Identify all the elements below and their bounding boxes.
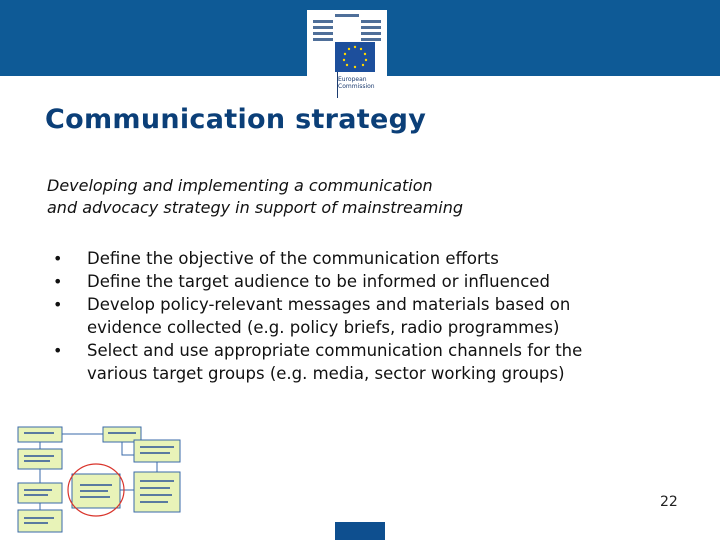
bullet-text: • Develop policy-relevant messages and materials based on xyxy=(87,295,571,314)
flowchart-text-mark xyxy=(140,446,174,448)
subtitle-line2: and advocacy strategy in support of mainstreaming xyxy=(47,198,464,217)
flowchart-text-mark xyxy=(24,494,48,496)
bullet-text-continuation: various target groups (e.g. media, sector working groups) xyxy=(87,364,565,383)
flowchart-text-mark xyxy=(24,489,52,491)
flowchart-text-mark xyxy=(24,522,48,524)
flowchart-box xyxy=(134,440,180,462)
bullet-text: • Define the target audience to be informed or influenced xyxy=(87,272,550,291)
flowchart-text-mark xyxy=(140,452,170,454)
flowchart-box xyxy=(18,483,62,503)
bullet-text-continuation: evidence collected (e.g. policy briefs, radio programmes) xyxy=(87,318,560,337)
flowchart-text-mark xyxy=(24,432,54,434)
page-number: 22 xyxy=(660,494,678,510)
flowchart-text-mark xyxy=(24,460,50,462)
flowchart-text-mark xyxy=(80,484,112,486)
bullet-text: • Select and use appropriate communication channels for the xyxy=(87,341,583,360)
flowchart-text-mark xyxy=(140,501,168,503)
flowchart-text-mark xyxy=(140,494,172,496)
subtitle-line1: Developing and implementing a communication xyxy=(47,176,433,195)
org-name-line1: European xyxy=(338,76,367,83)
flowchart-text-mark xyxy=(24,517,54,519)
flowchart-box xyxy=(134,472,180,512)
footer-eu-flag xyxy=(335,522,385,540)
bullet-text: • Define the objective of the communication efforts xyxy=(87,249,499,268)
flowchart-text-mark xyxy=(80,496,110,498)
org-name-line2: Commission xyxy=(338,83,375,90)
flowchart-text-mark xyxy=(140,487,170,489)
flowchart-text-mark xyxy=(24,455,54,457)
flowchart-connector xyxy=(122,442,134,455)
flowchart-box xyxy=(18,510,62,532)
flowchart-text-mark xyxy=(140,480,174,482)
flowchart-box xyxy=(18,449,62,469)
flowchart-text-mark xyxy=(80,490,108,492)
flowchart-text-mark xyxy=(108,432,136,434)
slide-title: Communication strategy xyxy=(45,104,427,135)
flowchart-box xyxy=(18,427,62,442)
